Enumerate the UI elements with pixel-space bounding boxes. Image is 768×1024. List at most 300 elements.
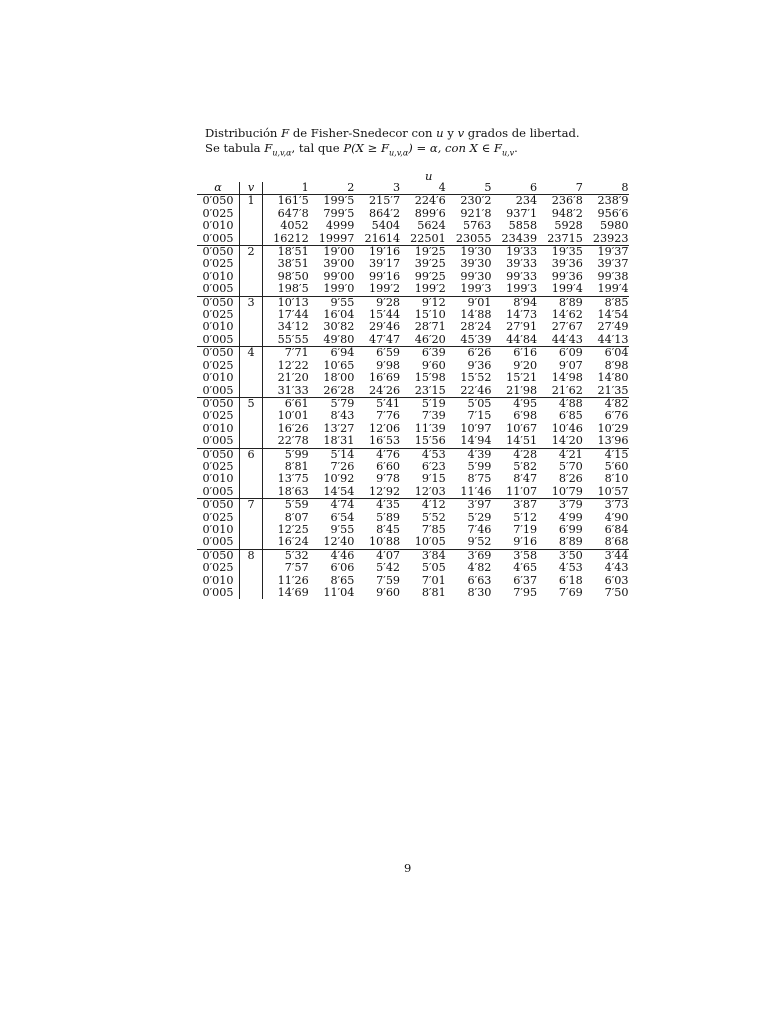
value-cell: 14′62 [551,308,583,322]
v-cell [240,435,263,448]
alpha-cell: 0′010 [202,320,234,334]
value-cell: 11′04 [323,586,355,599]
alpha-cell: 0′025 [202,510,234,524]
value-cell: 4′99 [558,510,583,524]
value-cell: 12′25 [277,522,309,536]
alpha-cell: 0′010 [202,472,234,486]
value-cell: 5′42 [376,561,401,575]
value-cell: 13′27 [323,421,355,435]
value-cell: 6′16 [491,347,537,360]
alpha-cell: 0′050 [197,549,240,562]
value-cell: 10′79 [551,484,583,498]
alpha-cell: 0′005 [202,332,234,346]
table-row [197,258,629,270]
value-cell: 10′05 [414,535,446,549]
value-cell: 46′20 [414,332,446,346]
value-cell: 9′12 [400,296,446,309]
value-cell: 7′71 [263,347,309,360]
alpha-cell: 0′050 [197,246,240,259]
value-cell: 15′98 [414,371,446,385]
table-row [197,499,629,512]
caption-var-f: F [264,141,273,155]
value-cell: 4′15 [583,448,629,461]
value-cell: 937′1 [506,206,538,220]
value-cell: 9′16 [513,535,538,549]
table-row [197,448,629,461]
value-cell: 8′43 [330,409,355,423]
table-row [197,587,629,599]
v-cell [240,486,263,499]
value-cell: 4′53 [558,561,583,575]
value-cell: 10′29 [597,421,629,435]
value-cell: 34′12 [277,320,309,334]
table-row [197,321,629,333]
value-cell: 12′40 [323,535,355,549]
caption-text: grados de libertad. [464,126,580,140]
alpha-cell: 0′025 [202,561,234,575]
alpha-cell: 0′005 [202,282,234,296]
value-cell: 899′6 [414,206,446,220]
caption-text: . [514,141,518,155]
v-header: v [240,182,263,195]
v-cell [240,309,263,321]
value-cell: 7′59 [376,573,401,587]
value-cell: 22501 [410,231,446,245]
value-cell: 19′33 [491,246,537,259]
v-cell: 5 [240,397,263,410]
value-cell: 22′46 [460,383,492,397]
v-cell [240,423,263,435]
value-cell: 19′25 [400,246,446,259]
value-cell: 9′55 [309,296,355,309]
page-number: 9 [404,861,412,875]
value-cell: 15′44 [369,308,401,322]
value-cell: 3′87 [491,499,537,512]
v-cell [240,536,263,549]
value-cell: 9′01 [446,296,492,309]
value-cell: 6′94 [309,347,355,360]
table-row [197,385,629,398]
value-cell: 8′81 [284,459,309,473]
value-cell: 16′69 [369,371,401,385]
value-cell: 9′52 [467,535,492,549]
value-cell: 16′26 [277,421,309,435]
table-body [197,195,629,600]
value-cell: 3′97 [446,499,492,512]
value-cell: 4′82 [583,397,629,410]
value-cell: 31′33 [277,383,309,397]
value-cell: 6′09 [537,347,583,360]
v-cell [240,208,263,220]
u-column-header: 7 [575,181,583,194]
value-cell: 8′26 [558,472,583,486]
alpha-cell: 0′050 [197,448,240,461]
table-row [197,536,629,549]
alpha-cell: 0′025 [202,206,234,220]
value-cell: 9′60 [421,358,446,372]
value-cell: 5980 [600,219,629,233]
table-row [197,195,629,208]
value-cell: 921′8 [460,206,492,220]
v-cell: 4 [240,347,263,360]
value-cell: 7′76 [376,409,401,423]
value-cell: 21614 [364,231,401,245]
alpha-cell: 0′050 [197,397,240,410]
alpha-cell: 0′010 [202,522,234,536]
value-cell: 23055 [455,231,492,245]
value-cell: 10′13 [263,296,309,309]
caption-formula: P(X ≥ F [343,141,390,155]
value-cell: 8′45 [376,522,401,536]
caption-subscript: u,v,α [389,148,409,158]
value-cell: 8′65 [330,573,355,587]
value-cell: 19′00 [309,246,355,259]
value-cell: 6′61 [263,397,309,410]
table-header-row [197,182,629,195]
caption-subscript: u,v [501,148,515,158]
v-cell: 7 [240,499,263,512]
value-cell: 8′47 [513,472,538,486]
value-cell: 16212 [273,231,309,245]
value-cell: 10′46 [551,421,583,435]
alpha-cell: 0′025 [202,459,234,473]
alpha-cell: 0′050 [197,499,240,512]
value-cell: 21′35 [597,383,629,397]
value-cell: 5′89 [376,510,401,524]
value-cell: 4′65 [513,561,538,575]
v-cell [240,524,263,536]
alpha-cell: 0′050 [197,296,240,309]
table-row [197,473,629,485]
table-row [197,220,629,232]
value-cell: 38′51 [277,257,309,271]
v-cell: 2 [240,246,263,259]
value-cell: 9′60 [376,586,401,599]
value-cell: 14′80 [597,371,629,385]
value-cell: 4′88 [537,397,583,410]
value-cell: 8′68 [604,535,629,549]
value-cell: 12′03 [414,484,446,498]
value-cell: 9′28 [354,296,400,309]
value-cell: 4′82 [467,561,492,575]
value-cell: 6′37 [513,573,538,587]
table-row [197,410,629,422]
value-cell: 99′38 [597,269,629,283]
caption-text: , tal que [291,141,344,155]
alpha-cell: 0′025 [202,358,234,372]
value-cell: 16′53 [369,434,401,448]
value-cell: 19′35 [537,246,583,259]
value-cell: 7′19 [513,522,538,536]
value-cell: 10′01 [277,409,309,423]
value-cell: 10′88 [369,535,401,549]
value-cell: 6′18 [558,573,583,587]
table-caption [205,126,645,160]
value-cell: 18′00 [323,371,355,385]
value-cell: 5858 [508,219,538,233]
caption-text: Se tabula [205,141,265,155]
value-cell: 9′36 [467,358,492,372]
value-cell: 9′98 [376,358,401,372]
value-cell: 9′55 [330,522,355,536]
v-cell [240,372,263,384]
caption-text: de Fisher-Snedecor con [289,126,437,140]
value-cell: 5′79 [309,397,355,410]
v-cell [240,385,263,398]
value-cell: 5763 [462,219,492,233]
value-cell: 5′41 [354,397,400,410]
value-cell: 199′4 [597,282,629,296]
value-cell: 5′99 [263,448,309,461]
alpha-cell: 0′050 [197,195,240,208]
value-cell: 4′35 [354,499,400,512]
value-cell: 3′84 [400,549,446,562]
value-cell: 22′78 [277,434,309,448]
value-cell: 8′89 [537,296,583,309]
value-cell: 8′75 [467,472,492,486]
value-cell: 4′28 [491,448,537,461]
value-cell: 6′99 [558,522,583,536]
u-column-header: 8 [621,181,629,194]
value-cell: 8′98 [604,358,629,372]
v-cell: 6 [240,448,263,461]
value-cell: 8′81 [421,586,446,599]
value-cell: 39′33 [506,257,538,271]
value-cell: 28′71 [414,320,446,334]
table-row [197,435,629,448]
value-cell: 5′05 [421,561,446,575]
value-cell: 21′98 [506,383,538,397]
value-cell: 9′15 [421,472,446,486]
value-cell: 5′29 [467,510,492,524]
alpha-cell: 0′025 [202,308,234,322]
value-cell: 4′39 [446,448,492,461]
value-cell: 3′73 [583,499,629,512]
value-cell: 45′39 [460,332,492,346]
value-cell: 948′2 [551,206,583,220]
value-cell: 18′51 [263,246,309,259]
value-cell: 9′20 [513,358,538,372]
value-cell: 6′76 [604,409,629,423]
value-cell: 9′07 [558,358,583,372]
alpha-cell: 0′050 [197,347,240,360]
value-cell: 4′21 [537,448,583,461]
value-cell: 15′52 [460,371,492,385]
value-cell: 23439 [501,231,538,245]
v-cell [240,271,263,283]
value-cell: 39′00 [323,257,355,271]
value-cell: 7′26 [330,459,355,473]
value-cell: 44′84 [506,332,538,346]
value-cell: 5′32 [263,549,309,562]
value-cell: 7′85 [421,522,446,536]
value-cell: 99′16 [369,269,401,283]
u-column-header: 1 [301,181,309,194]
value-cell: 49′80 [323,332,355,346]
alpha-cell: 0′010 [202,269,234,283]
value-cell: 55′55 [277,332,309,346]
v-cell [240,410,263,422]
value-cell: 21′62 [551,383,583,397]
value-cell: 7′95 [513,586,538,599]
value-cell: 14′54 [323,484,355,498]
value-cell: 7′15 [467,409,492,423]
value-cell: 11′46 [460,484,492,498]
v-cell [240,575,263,587]
caption-line-2 [205,141,645,160]
value-cell: 864′2 [369,206,401,220]
value-cell: 14′20 [551,434,583,448]
caption-var-f: F [281,126,290,140]
caption-text: y [443,126,458,140]
alpha-cell: 0′005 [202,586,234,599]
value-cell: 10′57 [597,484,629,498]
value-cell: 6′23 [421,459,446,473]
value-cell: 3′44 [583,549,629,562]
table-row [197,347,629,360]
caption-formula: ) = α, con X ∈ F [408,141,502,155]
value-cell: 5′99 [467,459,492,473]
value-cell: 8′07 [284,510,309,524]
value-cell: 10′92 [323,472,355,486]
value-cell: 15′21 [506,371,538,385]
value-cell: 4′46 [309,549,355,562]
v-cell [240,334,263,347]
value-cell: 27′49 [597,320,629,334]
v-cell [240,360,263,372]
value-cell: 5′19 [400,397,446,410]
value-cell: 98′50 [277,269,309,283]
value-cell: 8′94 [491,296,537,309]
v-cell [240,473,263,485]
caption-var-u: u [436,126,444,140]
value-cell: 14′69 [277,586,309,599]
value-cell: 16′24 [277,535,309,549]
value-cell: 3′69 [446,549,492,562]
value-cell: 6′84 [604,522,629,536]
value-cell: 19′37 [583,246,629,259]
value-cell: 6′98 [513,409,538,423]
value-cell: 26′28 [323,383,355,397]
value-cell: 3′58 [491,549,537,562]
value-cell: 4′12 [400,499,446,512]
value-cell: 5′70 [558,459,583,473]
v-cell [240,461,263,473]
value-cell: 14′88 [460,308,492,322]
value-cell: 7′69 [558,586,583,599]
alpha-cell: 0′010 [202,573,234,587]
value-cell: 5′82 [513,459,538,473]
value-cell: 6′54 [330,510,355,524]
value-cell: 11′26 [277,573,309,587]
value-cell: 5′60 [604,459,629,473]
value-cell: 10′97 [460,421,492,435]
value-cell: 4′43 [604,561,629,575]
alpha-cell: 0′025 [202,257,234,271]
v-cell [240,258,263,270]
caption-text: Distribución [205,126,282,140]
value-cell: 6′59 [354,347,400,360]
value-cell: 4′74 [309,499,355,512]
value-cell: 7′39 [421,409,446,423]
value-cell: 4′07 [354,549,400,562]
value-cell: 10′65 [323,358,355,372]
value-cell: 4′53 [400,448,446,461]
value-cell: 3′79 [537,499,583,512]
alpha-cell: 0′005 [202,484,234,498]
value-cell: 15′10 [414,308,446,322]
value-cell: 23923 [592,231,629,245]
u-axis-label: u [425,169,433,183]
value-cell: 14′98 [551,371,583,385]
u-column-header: 4 [438,181,446,194]
value-cell: 6′39 [400,347,446,360]
value-cell: 8′10 [604,472,629,486]
v-cell [240,283,263,296]
value-cell: 39′17 [369,257,401,271]
value-cell: 30′82 [323,320,355,334]
caption-line-1 [205,126,645,141]
value-cell: 99′00 [323,269,355,283]
value-cell: 3′50 [537,549,583,562]
value-cell: 28′24 [460,320,492,334]
value-cell: 15′56 [414,434,446,448]
value-cell: 19′30 [446,246,492,259]
value-cell: 39′30 [460,257,492,271]
value-cell: 5′12 [513,510,538,524]
value-cell: 14′94 [460,434,492,448]
value-cell: 27′91 [506,320,538,334]
u-column-header: 6 [530,181,538,194]
value-cell: 5624 [417,219,446,233]
v-cell [240,512,263,524]
value-cell: 14′51 [506,434,538,448]
value-cell: 12′22 [277,358,309,372]
value-cell: 5′59 [263,499,309,512]
u-column-header: 3 [392,181,401,194]
value-cell: 7′57 [284,561,309,575]
value-cell: 27′67 [551,320,583,334]
value-cell: 4′76 [354,448,400,461]
value-cell: 23′15 [414,383,446,397]
value-cell: 16′04 [323,308,355,322]
value-cell: 6′26 [446,347,492,360]
value-cell: 6′03 [604,573,629,587]
value-cell: 5404 [371,219,401,233]
alpha-cell: 0′010 [202,371,234,385]
value-cell: 99′25 [414,269,446,283]
value-cell: 44′13 [597,332,629,346]
value-cell: 11′39 [414,421,446,435]
value-cell: 5′14 [309,448,355,461]
value-cell: 215′7 [354,195,400,208]
value-cell: 6′60 [376,459,401,473]
u-column-header: 5 [484,181,492,194]
value-cell: 12′92 [369,484,401,498]
value-cell: 6′04 [583,347,629,360]
table-row [197,486,629,499]
value-cell: 99′33 [506,269,538,283]
value-cell: 99′36 [551,269,583,283]
value-cell: 199′5 [309,195,355,208]
value-cell: 19′16 [354,246,400,259]
value-cell: 4′95 [491,397,537,410]
table-row [197,562,629,574]
value-cell: 238′9 [583,195,629,208]
value-cell: 199′3 [460,282,492,296]
value-cell: 5928 [554,219,583,233]
value-cell: 10′67 [506,421,538,435]
